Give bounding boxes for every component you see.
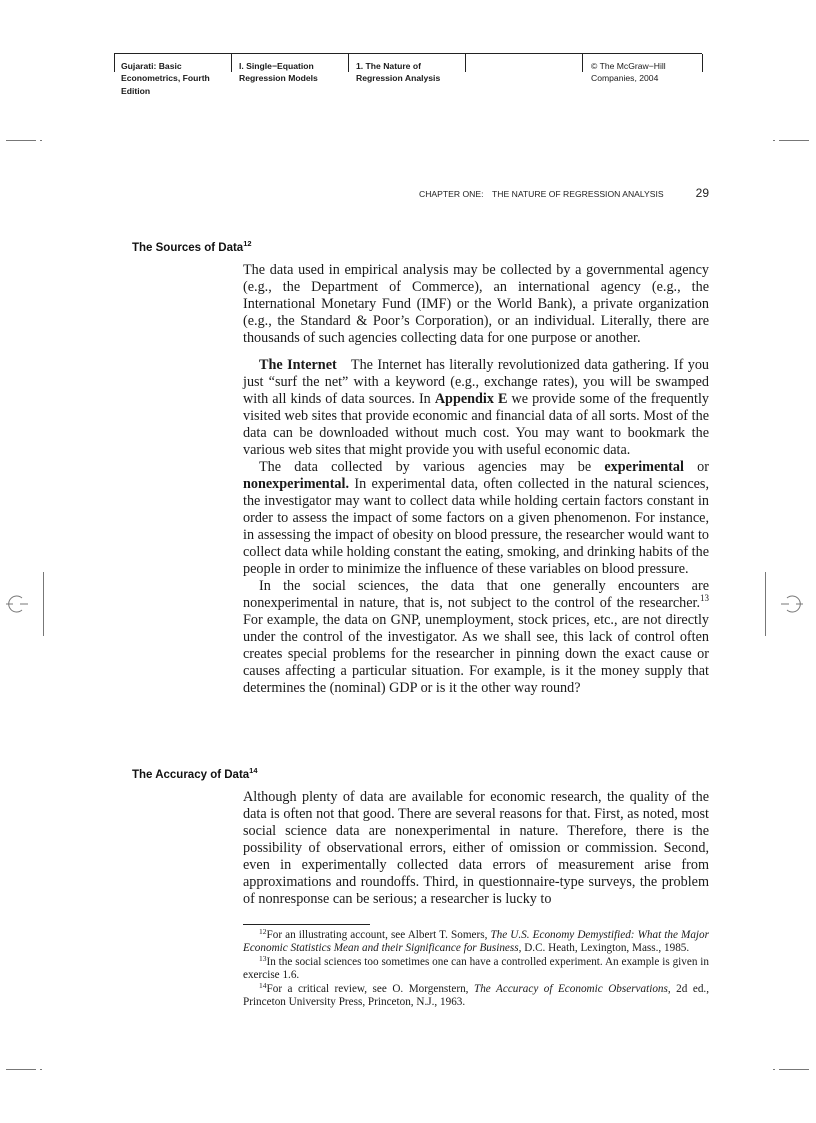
crop-mark (773, 1069, 775, 1070)
crop-mark (779, 1069, 809, 1070)
header-copyright: © The McGraw−Hill Companies, 2004 (591, 61, 666, 84)
crop-mark (6, 140, 36, 141)
footnote-rule (243, 924, 370, 925)
crop-mark (773, 140, 775, 141)
section-heading-accuracy: The Accuracy of Data$^{14}$ (132, 766, 258, 781)
footnote-12: $^{12}$For an illustrating account, see Albert T. Somers, The U.S. Economy Demystified: What the Major Economic Statistics Mean and their Significance for Business, D.C. Heath, Lexington, Mass., 1985. (243, 927, 709, 955)
paragraph-social-sciences: In the social sciences, the data that one generally encounters are nonexperimental in nature, that is, not subject to the control of the researcher.$^{13}$ For example, the data on GNP, unemployment, stock prices, etc., are not directly under the control of the investigator. As we shall see, this lack of control often creates special problems for the researcher in pinning down the exact cause or causes affecting a particular situation. For example, is it the money supply that determines the (nominal) GDP or is it the other way round? (243, 578, 709, 696)
paragraph-accuracy: Although plenty of data are available for economic research, the quality of the data is often not that good. There are several reasons for that. First, as noted, most social science data are nonexperimental in nature. Therefore, there is the possibility of observational errors, either of omission or commission. Second, even in experimentally collected data errors of measurement arise from approximations and roundoffs. Third, in questionnaire-type surveys, the problem of nonresponse can be serious; a researcher is lucky to (243, 789, 709, 907)
crop-mark (6, 1069, 36, 1070)
footnote-14: $^{14}$For a critical review, see O. Morgenstern, The Accuracy of Economic Observations, 2d ed., Princeton University Press, Princeton, N.J., 1963. (243, 980, 710, 1009)
paragraph-internet: The Internet The Internet has literally revolutionized data gathering. If you just “surf the net” with a keyword (e.g., exchange rates), you will be swamped with all kinds of data sources. In Appendix E we provide some of the frequently visited web sites that provide economic and financial data of all sorts. Most of the data can be downloaded without much cost. You may want to bookmark the various web sites that might provide you with useful economic data. (243, 357, 710, 458)
section-body-sources (243, 262, 709, 697)
header-book-title: Gujarati: Basic Econometrics, Fourth Edition (121, 61, 210, 96)
header-part-title: I. Single−Equation Regression Models (239, 61, 318, 84)
page-number: 29 (695, 186, 709, 200)
header-cell-blank (465, 54, 583, 72)
crop-mark (43, 572, 44, 636)
registration-mark-left (6, 593, 28, 615)
running-head-title: CHAPTER ONE: THE NATURE OF REGRESSION ANALYSIS (419, 189, 664, 199)
crop-mark (40, 1069, 42, 1070)
footnote-13: $^{13}$In the social sciences too sometimes one can have a controlled experiment. An example is given in exercise 1.6. (243, 953, 709, 982)
crop-mark (765, 572, 766, 636)
crop-mark (40, 140, 42, 141)
section-heading-sources: The Sources of Data$^{12}$ (132, 239, 252, 254)
crop-mark (779, 140, 809, 141)
registration-mark-right (781, 593, 803, 615)
footnotes (243, 929, 709, 1009)
header-chapter-title: 1. The Nature of Regression Analysis (356, 61, 441, 84)
paragraph-experimental: The data collected by various agencies may be experimental or nonexperimental. In experimental data, often collected in the natural sciences, the investigator may want to collect data while holding certain factors constant in order to assess the impact of some factors on a given phenomenon. For instance, in assessing the impact of obesity on blood pressure, the researcher would want to collect data while holding constant the eating, smoking, and drinking habits of the people in order to minimize the influence of these variables on blood pressure. (243, 459, 710, 577)
running-head (419, 186, 709, 200)
section-body-accuracy (243, 789, 709, 908)
paragraph-sources-intro: The data used in empirical analysis may be collected by a governmental agency (e.g., the Department of Commerce), an international agency (e.g., the International Monetary Fund (IMF) or the World Bank), a private organization (e.g., the Standard & Poor’s Corporation), or an individual. Literally, there are thousands of such agencies collecting data for one purpose or another. (243, 262, 709, 346)
